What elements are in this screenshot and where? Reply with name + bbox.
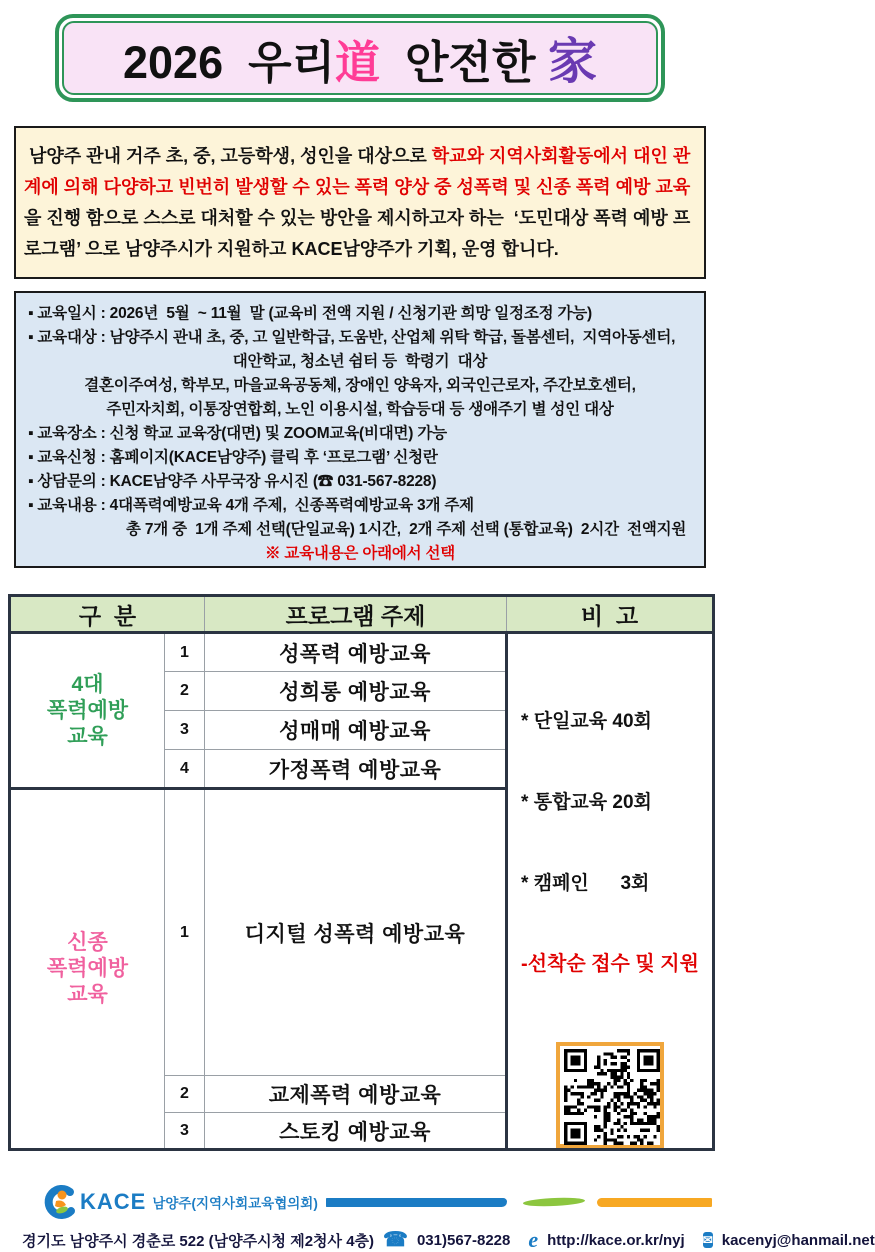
row-number: 4 bbox=[165, 750, 205, 789]
info-line-place: ▪ 교육장소 : 신청 학교 교육장(대면) 및 ZOOM교육(비대면) 가능 bbox=[28, 425, 447, 442]
phone-number: 031)567-8228 bbox=[416, 1231, 511, 1249]
row-number: 3 bbox=[165, 711, 205, 750]
note-line-campaign: * 캠페인 3회 bbox=[521, 873, 650, 894]
address-text: 경기도 남양주시 경춘로 522 (남양주시청 제2청사 4층) bbox=[22, 1232, 375, 1250]
phone-icon: ☎ bbox=[383, 1229, 408, 1251]
title-do-char: 道 bbox=[335, 36, 381, 88]
footer-address-row bbox=[22, 1227, 875, 1252]
note-lines bbox=[521, 654, 699, 1032]
group-label-line: 4대 bbox=[71, 672, 104, 696]
stripe-blue bbox=[326, 1198, 508, 1207]
intro-box bbox=[14, 126, 706, 279]
info-line-target: ▪ 교육대상 : 남양주시 관내 초, 중, 고 일반학급, 도움반, 산업체 위탁 학급, 돌봄센터, 지역아동센터, bbox=[28, 329, 676, 346]
title-middle: 안전한 bbox=[380, 36, 548, 88]
note-line-single: * 단일교육 40회 bbox=[521, 711, 652, 732]
group-label-new-types bbox=[10, 789, 165, 1150]
poster bbox=[0, 14, 875, 1252]
stripe-orange bbox=[597, 1198, 712, 1207]
group-label-line: 교육 bbox=[67, 724, 108, 748]
note-cell bbox=[507, 633, 714, 1150]
info-line-apply: ▪ 교육신청 : 홈페이지(KACE남양주) 클릭 후 ‘프로그램’ 신청란 bbox=[28, 449, 438, 466]
row-number: 2 bbox=[165, 672, 205, 711]
table-header-row bbox=[10, 596, 714, 633]
topic-cell: 교제폭력 예방교육 bbox=[205, 1076, 507, 1113]
topic-cell: 가정폭력 예방교육 bbox=[205, 750, 507, 789]
group-label-line: 폭력예방 bbox=[46, 957, 129, 980]
col-header-note: 비 고 bbox=[507, 596, 714, 633]
mail-icon: ✉ bbox=[702, 1233, 713, 1247]
topic-cell: 성매매 예방교육 bbox=[205, 711, 507, 750]
stripe-green bbox=[523, 1196, 585, 1207]
info-line-note-red: ※ 교육내용은 아래에서 선택 bbox=[264, 545, 456, 562]
topic-cell: 디지털 성폭력 예방교육 bbox=[205, 789, 507, 1076]
kace-wordmark: KACE bbox=[80, 1189, 147, 1214]
info-line-contact: ▪ 상담문의 : KACE남양주 사무국장 유시진 (☎ 031-567-8228) bbox=[28, 473, 437, 490]
education-info-box bbox=[14, 291, 706, 568]
intro-text-black-2: 을 진행 함으로 스스로 대처할 수 있는 방안을 제시하고자 하는 ‘도민대상 폭력 예방 프로그램’ 으로 남양주시가 지원하고 KACE남양주가 기획, 운영 합니다. bbox=[24, 208, 691, 259]
table-row bbox=[10, 633, 714, 672]
program-table bbox=[8, 594, 715, 1151]
group-label-4major bbox=[10, 633, 165, 789]
qr-code bbox=[556, 1042, 664, 1148]
col-header-category: 구 분 bbox=[10, 596, 205, 633]
info-line-target-cont-3: 주민자치회, 이통장연합회, 노인 이용시설, 학습등대 등 생애주기 별 성인 대상 bbox=[106, 401, 614, 418]
row-number: 1 bbox=[165, 633, 205, 672]
info-line-content: ▪ 교육내용 : 4대폭력예방교육 4개 주제, 신종폭력예방교육 3개 주제 bbox=[28, 497, 474, 514]
intro-text-black-1: 남양주 관내 거주 초, 중, 고등학생, 성인을 대상으로 bbox=[24, 146, 432, 166]
row-number: 3 bbox=[165, 1113, 205, 1150]
row-number: 1 bbox=[165, 789, 205, 1076]
kace-logo-icon bbox=[42, 1185, 76, 1219]
note-line-combined: * 통합교육 20회 bbox=[521, 792, 652, 813]
website-url: http://kace.or.kr/nyj bbox=[547, 1231, 685, 1249]
info-line-content-cont: 총 7개 중 1개 주제 선택(단일교육) 1시간, 2개 주제 선택 (통합교육) 2시간 전액지원 bbox=[126, 521, 687, 538]
col-header-topic: 프로그램 주제 bbox=[205, 596, 507, 633]
footer-logo-row bbox=[42, 1185, 712, 1219]
note-highlight: -선착순 접수 및 지원 bbox=[521, 953, 699, 975]
page-title bbox=[62, 21, 658, 95]
title-year: 2026 우리 bbox=[122, 36, 336, 88]
info-line-target-cont-1: 대안학교, 청소년 쉼터 등 학령기 대상 bbox=[232, 353, 488, 370]
group-label-line: 교육 bbox=[67, 983, 108, 1006]
topic-cell: 스토킹 예방교육 bbox=[205, 1113, 507, 1150]
info-line-target-cont-2: 결혼이주여성, 학부모, 마을교육공동체, 장애인 양육자, 외국인근로자, 주간보호센터, bbox=[84, 377, 636, 394]
group-label-line: 신종 bbox=[67, 931, 108, 954]
row-number: 2 bbox=[165, 1076, 205, 1113]
email-address: kacenyj@hanmail.net bbox=[721, 1231, 875, 1249]
title-banner bbox=[55, 14, 665, 102]
topic-cell: 성폭력 예방교육 bbox=[205, 633, 507, 672]
footer-stripes bbox=[326, 1198, 712, 1207]
intro-text-red: 학교와 지역사회활동에서 대인 관계에 의해 다양하고 빈번히 발생할 수 있는 폭력 양상 중 성폭력 및 신종 폭력 예방 교육 bbox=[24, 146, 691, 197]
info-line-date: ▪ 교육일시 : 2026년 5월 ~ 11월 말 (교육비 전액 지원 / 신청기관 희망 일정조정 가능) bbox=[28, 305, 593, 322]
group-label-line: 폭력예방 bbox=[46, 698, 129, 722]
title-home-char: 家 bbox=[547, 35, 597, 89]
topic-cell: 성희롱 예방교육 bbox=[205, 672, 507, 711]
org-name: 남양주(지역사회교육협의회) bbox=[152, 1196, 318, 1211]
web-icon: e bbox=[528, 1227, 539, 1252]
